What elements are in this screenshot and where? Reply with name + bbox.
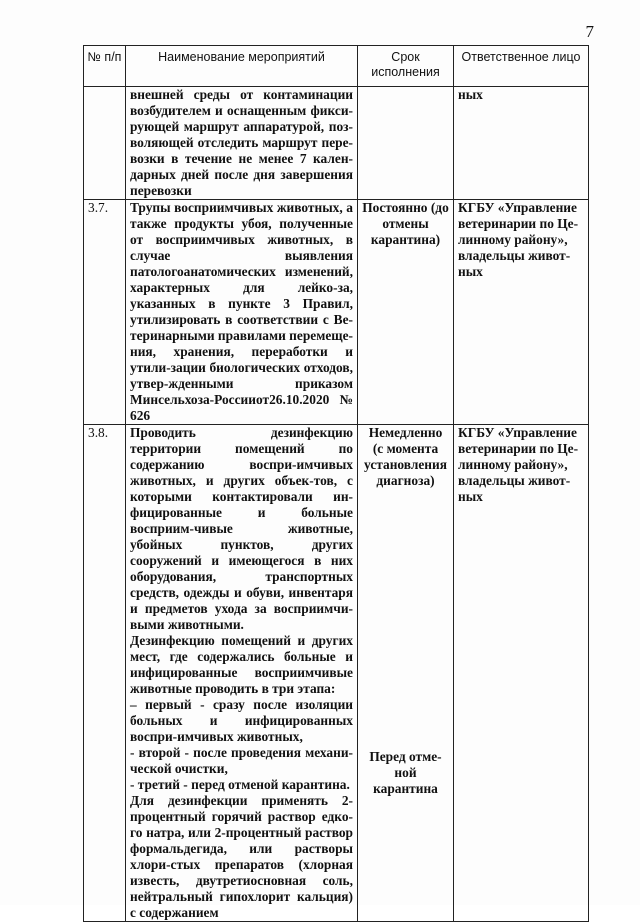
term-text: Постоянно (до отмены карантина) [362,200,449,247]
responsible-text: КГБУ «Управление ветеринарии по Це-линному району», владельцы живот-ных [454,200,589,425]
header-term: Срок исполнения [358,46,454,87]
measure-paragraph: Трупы восприимчивых животных, а также продукты убоя, полученные от восприимчивых животных, в случае выявления патологоанатомических изменений, характерных для лейко-за, указанных в пункте 3 Правил, утилизировать в соответствии с Ве-теринарными правилами перемеще-ния, хранения, переработки и утили-зации биологических отходов, утвер-жденными приказом Минсельхоза-Россииот26.10.2020№ 626 [130,200,353,423]
measure-text [126,425,358,922]
term-cell [358,425,454,922]
measure-paragraph: - третий - перед отменой карантина. [130,777,350,792]
measure-paragraph: Проводить дезинфекцию территории помещений по содержанию воспри-имчивых животных, и других объек-тов, с которыми контактировали ин-фицированные и больные восприим-чивые животные, убойных пунктов, других сооружений и имеющегося в них оборудования, транспортных средств, одежды и обуви, инвентаря и предметов ухода за восприимчи-выми животными. [130,425,353,632]
page-number: 7 [585,22,594,41]
measure-paragraph: - второй - после проведения механи-ческой очистки, [130,745,353,776]
row-number [84,87,126,200]
header-responsible: Ответственное лицо [454,46,589,87]
term-text: Немедленно (с момента установления диагноза) [364,425,447,488]
responsible-text: КГБУ «Управление ветеринарии по Це-линному району», владельцы живот-ных [454,425,589,922]
row-number: 3.7. [84,200,126,425]
term-cell [358,200,454,425]
measure-paragraph: Для дезинфекции применять 2-процентный горячий раствор едко-го натра, или 2-процентный раствор формальдегида, или растворы хлори-стых препаратов (хлорная известь, двутретиосновная соль, нейтральный гипохлорит кальция) с содержанием [130,793,353,920]
header-name: Наименование мероприятий [126,46,358,87]
measure-text [126,200,358,425]
responsible-text: ных [454,87,589,200]
row-number: 3.8. [84,425,126,922]
term-text: Перед отме-ной карантина [369,749,442,796]
measure-paragraph: внешней среды от контаминации возбудителем и оснащенным фикси-рующей маршрут аппаратурой, поз-воляющей отследить маршрут пере-возки в течение не менее 7 кален-дарных дней после дня завершения перевозки [130,87,353,198]
table-header-row [84,46,589,87]
measure-text [126,87,358,200]
term-cell [358,87,454,200]
measures-table [83,45,589,922]
header-num: № п/п [84,46,126,87]
table-row [84,425,589,922]
measure-paragraph: – первый - сразу после изоляции больных и инфицированных воспри-имчивых животных, [130,697,353,744]
table-row [84,200,589,425]
table-row [84,87,589,200]
measure-paragraph: Дезинфекцию помещений и других мест, где содержались больные и инфицированные восприимчивые животные проводить в три этапа: [130,633,353,696]
